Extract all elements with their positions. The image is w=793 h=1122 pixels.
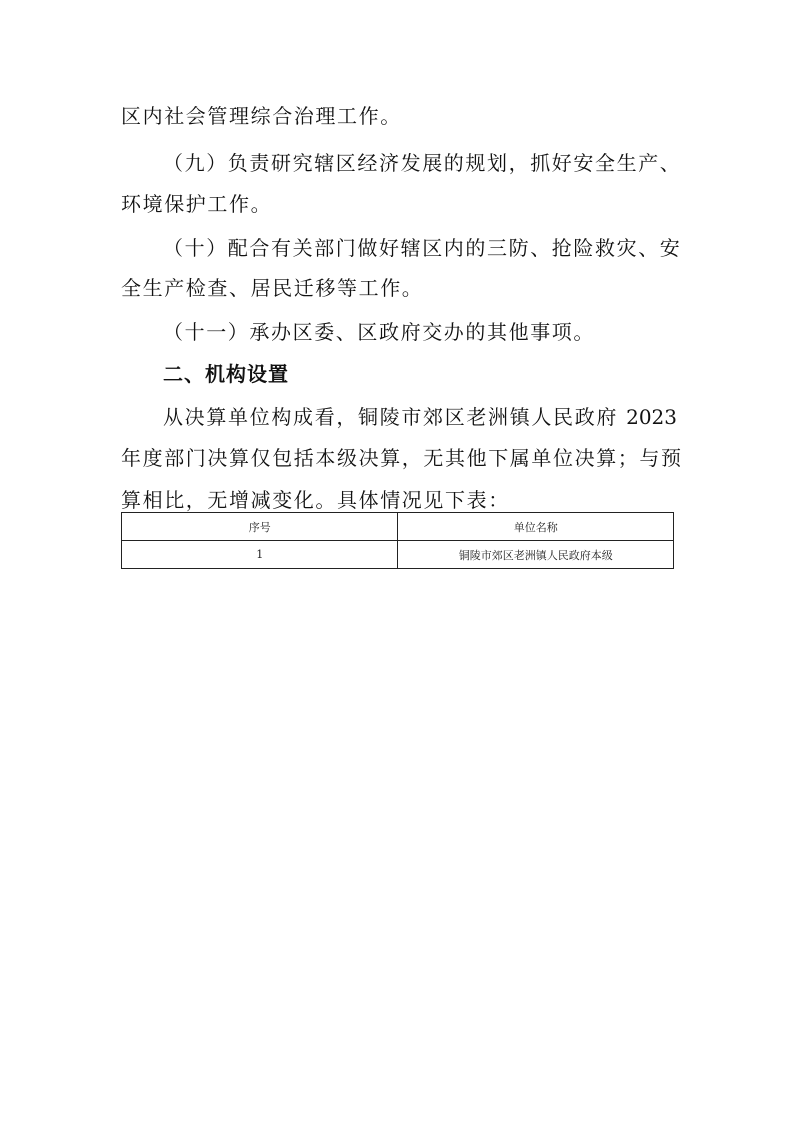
unit-table (121, 512, 674, 569)
paragraph-line: 年度部门决算仅包括本级决算，无其他下属单位决算；与预 (121, 446, 683, 470)
section-heading: 二、机构设置 (163, 362, 289, 386)
paragraph-line: 环境保护工作。 (121, 192, 273, 216)
column-header-number: 序号 (122, 513, 398, 541)
cell-number: 1 (122, 541, 398, 569)
paragraph-line: 全生产检查、居民迁移等工作。 (121, 276, 424, 300)
paragraph-line: （十）配合有关部门做好辖区内的三防、抢险救灾、安 (163, 236, 682, 260)
paragraph-line: 区内社会管理综合治理工作。 (121, 104, 402, 128)
column-header-unit-name: 单位名称 (398, 513, 674, 541)
paragraph-line: （十一）承办区委、区政府交办的其他事项。 (163, 320, 595, 344)
paragraph-line: 从决算单位构成看，铜陵市郊区老洲镇人民政府 2023 (163, 405, 677, 429)
table-row (122, 541, 674, 569)
cell-unit-name: 铜陵市郊区老洲镇人民政府本级 (398, 541, 674, 569)
paragraph-line: （九）负责研究辖区经济发展的规划，抓好安全生产、 (163, 151, 682, 175)
table-header-row (122, 513, 674, 541)
paragraph-line: 算相比，无增减变化。具体情况见下表： (121, 488, 510, 512)
